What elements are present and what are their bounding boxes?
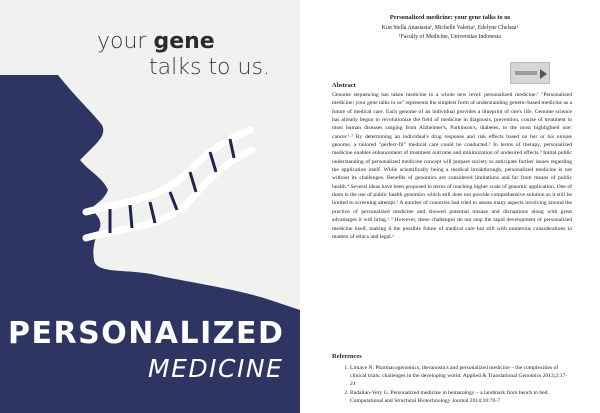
dna-helix-icon [86,130,252,238]
paper-affiliation: ¹Faculty of Medicine, Universitas Indonesia [398,34,502,40]
references-list [332,364,572,406]
poster-title-line2: MEDICINE [148,354,284,383]
paper-panel [300,0,600,413]
tagline-prefix: your [97,29,154,54]
poster-title-line1: PERSONALIZED [8,316,285,351]
audio-progress-bar [515,71,537,75]
paper-authors: Kun Stella Anastasia¹, Michelle Valeria¹, Edelyne Chelsea¹ [381,25,519,31]
play-icon[interactable] [540,69,547,79]
abstract-heading: Abstract [332,82,356,89]
tagline-line2: talks to us. [149,55,270,80]
reference-item: 1. Limaye N. Pharmacogenomics, theranostics and personalized medicine – the complexities of clinical trials: challenges in the developing world. Applied & Translational Genomics 2013;2:17-21 [350,364,572,388]
abstract-body [332,91,572,241]
abstract-paragraph: Genome sequencing has taken medicine to a whole new level: personalized medicine.¹ "Personalized medicine: your gene talks to us" represents the simplest form of understanding genetic-based medicine as a future of medical care. Each genome of an individual provides a blueprint of one's life. Genome science has already begun to revolutionize the field of medicine in diagnosis, prevention, course of treatment in most human diseases ranging from Alzheimer's, Parkinson's, diabetes, to the most highlighted one: cancer.¹˒² By determining an individual's drug response and risk effects based on her or his unique genome, a tailored "perfect-fit" medical care could be conducted.³ In terms of therapy, personalized medicine enables enhancement of treatment outcome and minimization of undesired effects.³ Initial public understanding of personalized medicine concept will prepare society to anticipate further issues regarding the application itself. While scientifically being a medical breakthrough, personalized medicine is not without its challenges. Benefits of genomics are considered limitations and far from means of public health.⁴ Several ideas have been proposed in terms of reaching higher scale of genomic application. One of them is the use of public health genomics which still does not provide comprehensive solution as it still be limited to screening attempt.⁵ A number of countries had tried to assess many aspects involving around the practice of personalized medicine and showed potential misuse and disruptions along with great advantages it will bring.¹˒⁵ However, these challenges do not stop the rapid development of personalized medicine itself, making it the possible future of medical care but still with numerous considerations in matters of ethics and legal.² [332,92,572,240]
tagline-emphasis: gene [153,29,215,54]
audio-player-icon[interactable] [510,62,550,84]
references-heading: References [332,353,362,360]
tagline [97,30,270,80]
paper-title: Personalized medicine: your gene talks to us [389,14,511,21]
reference-item: 2. Badalian-Very G. Personalized medicine in hematology – a landmark from bench to bed. Computational and Structural Biotechnology Journal 2014;10:70-7 [350,389,572,405]
